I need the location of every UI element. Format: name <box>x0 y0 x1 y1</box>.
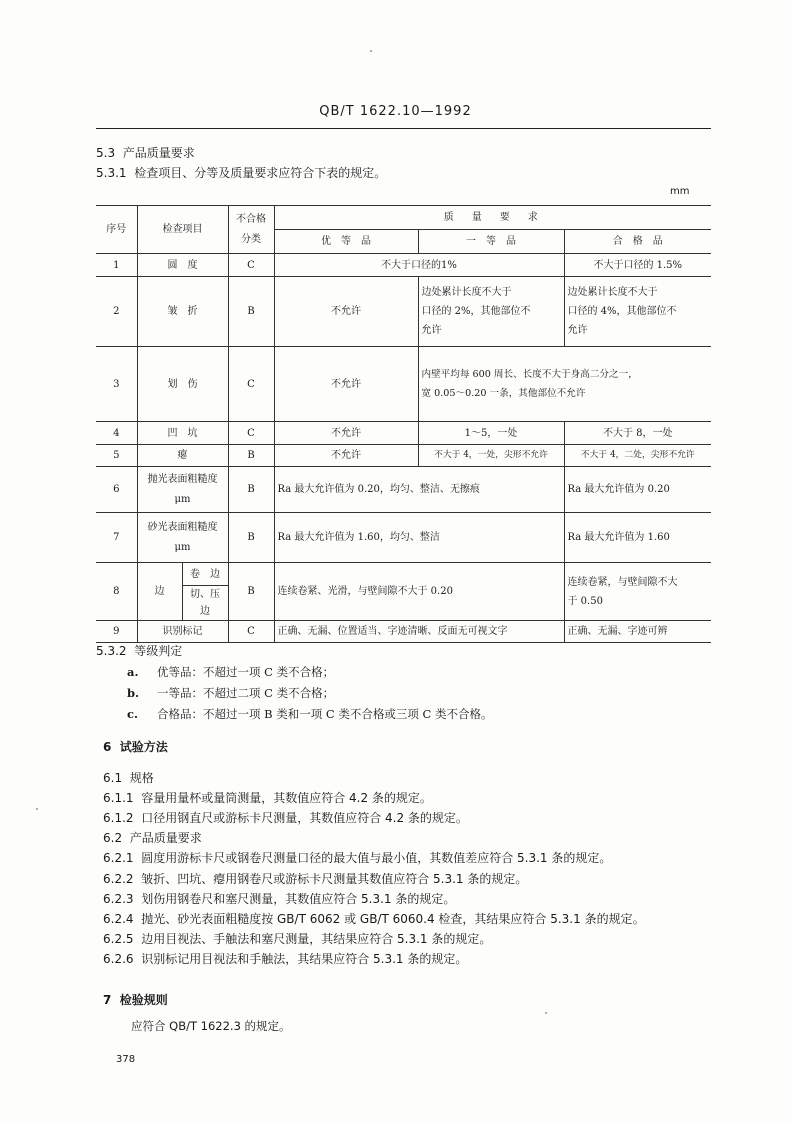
grade-text: 优等品：不超过一项 C 类不合格； <box>157 665 335 679</box>
header-grade-first: 一 等 品 <box>418 230 564 254</box>
text-line: 口径的 4%，其他部位不 <box>567 306 677 317</box>
table-row <box>96 621 711 643</box>
section-text: 检查项目、分等及质量要求应符合下表的规定。 <box>134 166 387 180</box>
row-item: 瘪 <box>137 445 228 467</box>
header-item: 检查项目 <box>137 206 228 254</box>
header-category <box>228 206 274 254</box>
grade-marker: c. <box>127 707 139 721</box>
grade-marker: b. <box>127 686 140 700</box>
row-req-first: 1～5，一处 <box>418 422 564 445</box>
grade-text: 一等品：不超过二项 C 类不合格； <box>157 686 335 700</box>
row-req-qualified: 不大于口径的 1.5% <box>564 254 711 277</box>
grade-item <box>127 664 334 680</box>
text-line: 内壁平均每 600 周长、长度不大于身高二分之一， <box>421 369 638 380</box>
section-title: 产品质量要求 <box>122 146 195 160</box>
row-req-superior-first: 不大于口径的1% <box>274 254 564 277</box>
row-subitem-curled-edge: 卷 边 <box>182 563 228 586</box>
section-text: 口径用钢直尺或游标卡尺测量，其数值应符合 4.2 条的规定。 <box>141 811 468 825</box>
row-req-first-qualified <box>418 347 711 422</box>
row-category: C <box>228 621 274 643</box>
item-line: 抛光表面粗糙度 <box>147 473 218 485</box>
row-req-superior-first: 正确、无漏、位置适当、字迹清晰、反面无可视文字 <box>274 621 564 643</box>
section-number: 6.2.4 <box>103 912 134 926</box>
table-row <box>96 445 711 467</box>
row-category: C <box>228 254 274 277</box>
grade-marker: a. <box>127 665 139 679</box>
row-subitem-cut-edge: 切、压边 <box>182 586 228 621</box>
section-5-3-1 <box>96 164 386 181</box>
row-req-qualified: 不大于 4，二处，尖形不允许 <box>564 445 711 467</box>
section-text: 识别标记用目视法和手触法，其结果应符合 5.3.1 条的规定。 <box>141 952 468 966</box>
row-req-qualified: 不大于 8，一处 <box>564 422 711 445</box>
table-row <box>96 347 711 422</box>
row-item: 边 <box>137 563 182 621</box>
section-text: 抛光、砂光表面粗糙度按 GB/T 6062 或 GB/T 6060.4 检查，其结果应符合 5.3.1 条的规定。 <box>141 912 645 926</box>
grade-item <box>127 706 492 722</box>
row-category: B <box>228 563 274 621</box>
section-text: 边用目视法、手触法和塞尺测量，其结果应符合 5.3.1 条的规定。 <box>141 932 492 946</box>
scan-speck <box>545 1012 547 1014</box>
row-req-superior-first: Ra 最大允许值为 0.20，均匀、整洁、无擦痕 <box>274 467 564 513</box>
row-item <box>137 467 228 513</box>
text-line: 口径的 2%，其他部位不 <box>421 306 531 317</box>
row-no: 8 <box>96 563 137 621</box>
section-6-2-2 <box>103 870 527 887</box>
section-title: 产品质量要求 <box>129 831 202 845</box>
section-number: 6.2 <box>103 831 123 845</box>
section-number: 6.2.1 <box>103 851 134 865</box>
section-text: 圆度用游标卡尺或钢卷尺测量口径的最大值与最小值，其数值差应符合 5.3.1 条的规定。 <box>141 851 612 865</box>
section-text: 划伤用钢卷尺和塞尺测量，其数值应符合 5.3.1 条的规定。 <box>141 892 456 906</box>
section-title: 规格 <box>129 771 154 785</box>
section-number: 6.2.3 <box>103 892 134 906</box>
row-no: 5 <box>96 445 137 467</box>
text-line: 宽 0.05～0.20 一条，其他部位不允许 <box>421 388 586 399</box>
row-no: 4 <box>96 422 137 445</box>
header-rule <box>96 128 711 129</box>
header-grade-qualified: 合 格 品 <box>564 230 711 254</box>
row-category: C <box>228 347 274 422</box>
table-row <box>96 563 711 586</box>
row-item: 识别标记 <box>137 621 228 643</box>
text-line: 于 0.50 <box>567 595 603 607</box>
section-text: 容量用量杯或量筒测量，其数值应符合 4.2 条的规定。 <box>141 791 432 805</box>
row-req-qualified <box>564 563 711 621</box>
item-unit: μm <box>174 493 191 505</box>
unit-label: mm <box>670 186 690 197</box>
section-6-2-heading <box>103 829 202 846</box>
section-number: 6.1.1 <box>103 791 134 805</box>
item-line: 砂光表面粗糙度 <box>147 521 218 533</box>
section-6-2-1 <box>103 849 611 866</box>
row-req-superior: 不允许 <box>274 445 418 467</box>
section-number: 5.3 <box>96 146 116 160</box>
section-title: 检验规则 <box>119 993 168 1007</box>
row-item: 划 伤 <box>137 347 228 422</box>
header-quality-requirements: 质 量 要 求 <box>274 206 711 230</box>
section-6-heading <box>103 738 168 755</box>
section-number: 6.2.6 <box>103 952 134 966</box>
section-6-1-1 <box>103 789 432 806</box>
table-row <box>96 513 711 563</box>
scan-speck <box>36 808 38 810</box>
row-no: 1 <box>96 254 137 277</box>
row-category: B <box>228 513 274 563</box>
row-no: 7 <box>96 513 137 563</box>
section-6-2-3 <box>103 890 455 907</box>
header-category-line2: 分类 <box>241 233 261 245</box>
section-number: 6.2.5 <box>103 932 134 946</box>
text-line: 边处累计长度不大于 <box>567 287 658 298</box>
row-req-superior-first: 连续卷紧、光滑，与壁间隙不大于 0.20 <box>274 563 564 621</box>
header-grade-superior: 优 等 品 <box>274 230 418 254</box>
section-number: 6.2.2 <box>103 872 134 886</box>
header-no: 序号 <box>96 206 137 254</box>
row-category: C <box>228 422 274 445</box>
section-number: 5.3.1 <box>96 166 127 180</box>
table-row <box>96 277 711 347</box>
row-no: 6 <box>96 467 137 513</box>
section-title: 试验方法 <box>119 740 168 754</box>
row-req-superior: 不允许 <box>274 422 418 445</box>
row-no: 3 <box>96 347 137 422</box>
section-7-text: 应符合 QB/T 1622.3 的规定。 <box>131 1019 291 1033</box>
section-7-heading <box>103 991 168 1008</box>
page-number: 378 <box>116 1054 136 1065</box>
row-req-first: 不大于 4，一处，尖形不允许 <box>418 445 564 467</box>
table-row <box>96 467 711 513</box>
row-item: 皱 折 <box>137 277 228 347</box>
text-line: 允许 <box>421 325 442 336</box>
scan-speck <box>370 50 372 52</box>
section-title: 等级判定 <box>134 644 183 658</box>
row-req-superior-first: Ra 最大允许值为 1.60，均匀、整洁 <box>274 513 564 563</box>
section-text: 皱折、凹坑、瘪用钢卷尺或游标卡尺测量其数值应符合 5.3.1 条的规定。 <box>141 872 528 886</box>
table-row <box>96 254 711 277</box>
row-no: 2 <box>96 277 137 347</box>
section-5-3-heading <box>96 144 195 161</box>
section-6-2-5 <box>103 930 491 947</box>
row-req-qualified: Ra 最大允许值为 0.20 <box>564 467 711 513</box>
header-category-line1: 不合格 <box>236 213 266 225</box>
row-req-qualified <box>564 277 711 347</box>
section-6-2-6 <box>103 950 467 967</box>
row-category: B <box>228 277 274 347</box>
row-item: 圆 度 <box>137 254 228 277</box>
row-req-superior: 不允许 <box>274 277 418 347</box>
item-unit: μm <box>174 541 191 553</box>
quality-requirements-table <box>96 205 711 643</box>
grade-item <box>127 685 334 701</box>
section-6-1-heading <box>103 769 154 786</box>
row-category: B <box>228 467 274 513</box>
row-req-first <box>418 277 564 347</box>
document-header: QB/T 1622.10—1992 <box>319 104 472 119</box>
row-item <box>137 513 228 563</box>
row-category: B <box>228 445 274 467</box>
grade-text: 合格品：不超过一项 B 类和一项 C 类不合格或三项 C 类不合格。 <box>157 707 493 721</box>
section-6-2-4 <box>103 910 645 927</box>
text-line: 边处累计长度不大于 <box>421 287 512 298</box>
row-req-superior: 不允许 <box>274 347 418 422</box>
section-number: 6.1.2 <box>103 811 134 825</box>
text-line: 允许 <box>567 325 588 336</box>
text-line: 连续卷紧，与壁间隙不大 <box>567 576 678 588</box>
section-number: 6 <box>103 740 112 754</box>
section-6-1-2 <box>103 809 468 826</box>
section-5-3-2-heading <box>96 642 182 659</box>
table-row <box>96 422 711 445</box>
row-req-qualified: Ra 最大允许值为 1.60 <box>564 513 711 563</box>
row-req-qualified: 正确、无漏、字迹可辨 <box>564 621 711 643</box>
row-no: 9 <box>96 621 137 643</box>
section-number: 6.1 <box>103 771 123 785</box>
row-item: 凹 坑 <box>137 422 228 445</box>
section-number: 5.3.2 <box>96 644 127 658</box>
section-number: 7 <box>103 993 112 1007</box>
table-header-row <box>96 206 711 230</box>
